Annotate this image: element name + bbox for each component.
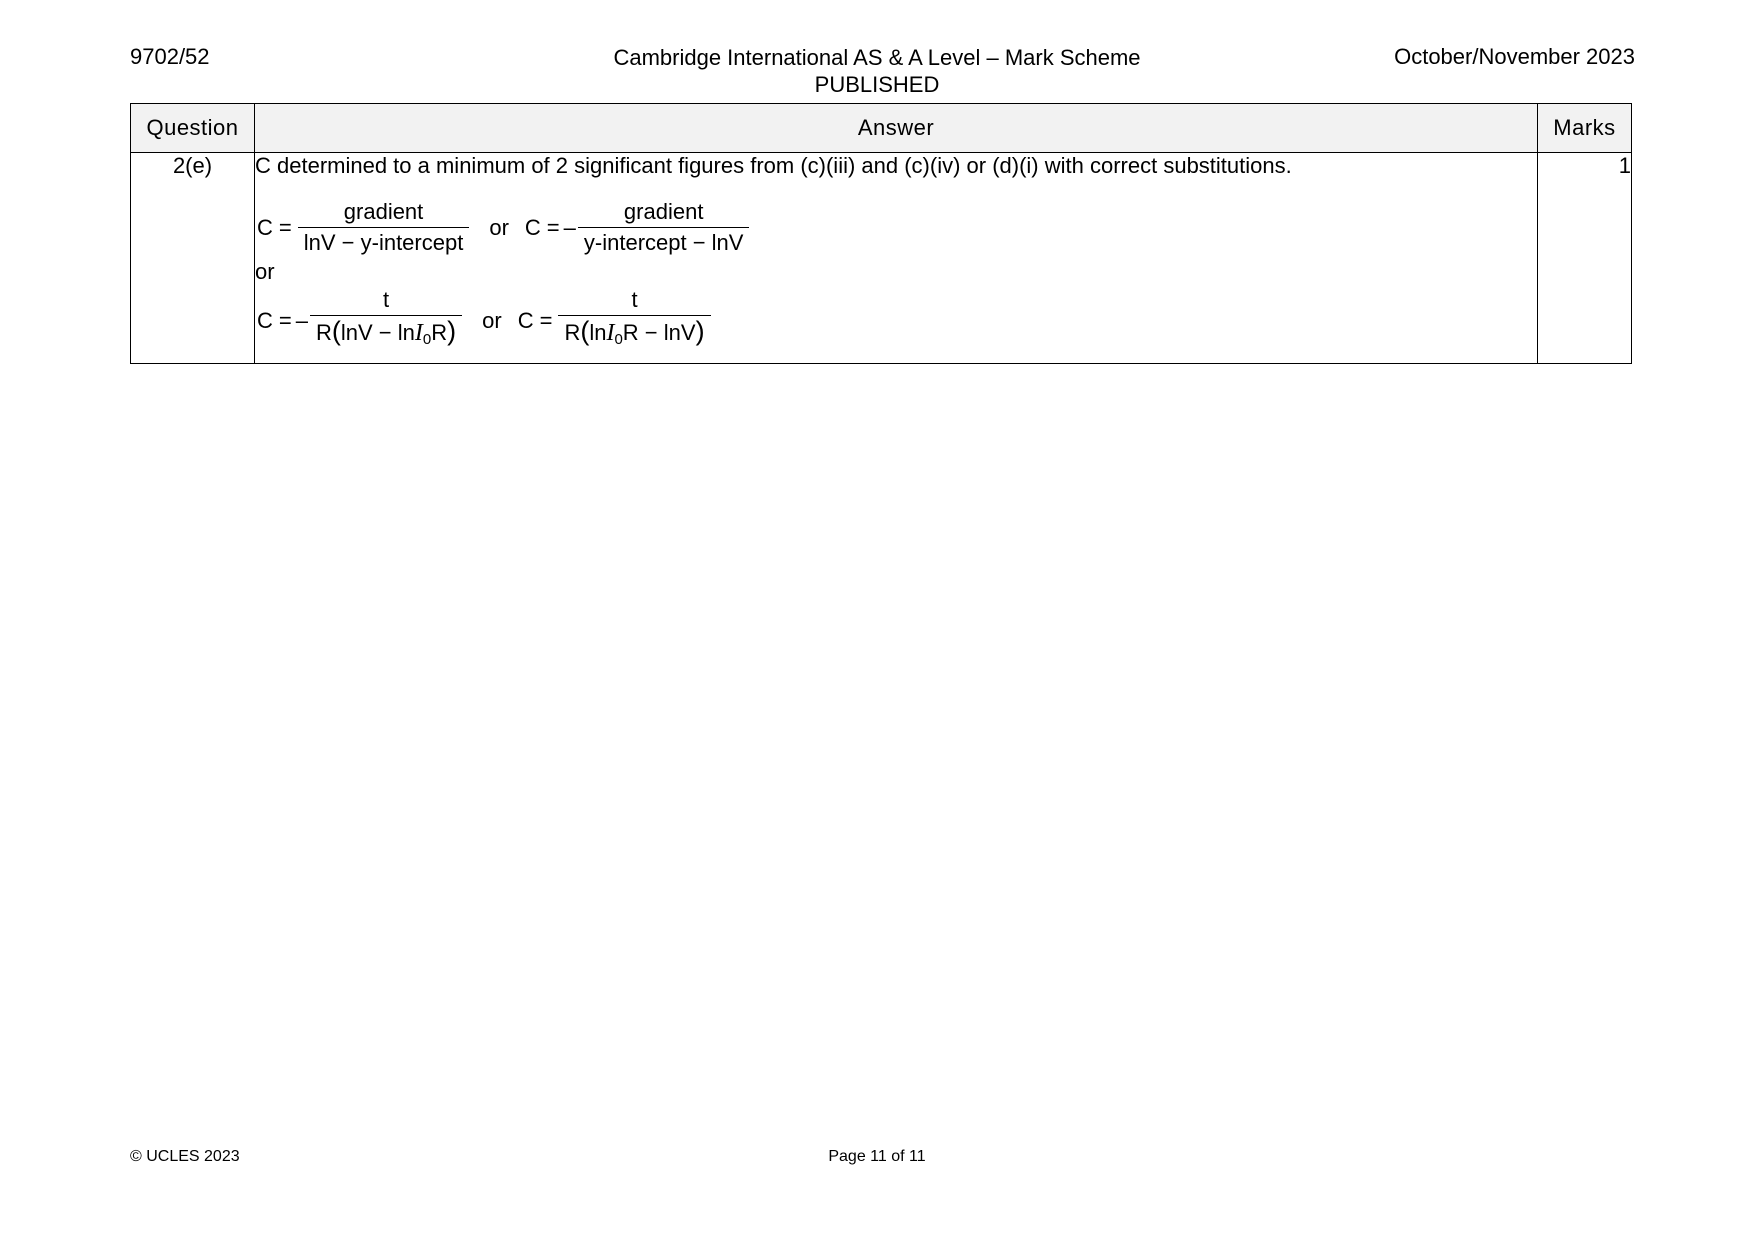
equals-sign: = (278, 215, 292, 240)
formula-fraction-4 (558, 287, 710, 354)
fraction-denominator: y-intercept − lnV (578, 227, 750, 257)
current-symbol: I (606, 320, 615, 346)
close-paren: ) (695, 316, 705, 346)
denominator-part: lnV − ln (340, 320, 415, 345)
marks-value: 1 (1538, 153, 1632, 364)
current-symbol: I (414, 320, 423, 346)
fraction-numerator: gradient (623, 199, 704, 224)
subscript: 0 (422, 331, 432, 348)
question-number: 2(e) (131, 153, 255, 364)
formula-fraction-1 (298, 199, 470, 257)
open-paren: ( (580, 316, 590, 346)
equals-sign: = (278, 307, 292, 333)
table-row (131, 153, 1632, 364)
document-subtitle: PUBLISHED (814, 72, 940, 97)
header-answer: Answer (255, 104, 1538, 153)
close-paren: ) (447, 316, 457, 346)
answer-cell (255, 153, 1538, 364)
or-separator: or (255, 259, 275, 284)
formula-lhs: C (257, 215, 273, 240)
equals-sign: = (539, 307, 553, 333)
denominator-part: ln (589, 320, 607, 345)
table-header-row (131, 104, 1632, 153)
formula-line-2 (257, 287, 1537, 354)
denominator-part: R − lnV (622, 320, 696, 345)
paper-code: 9702/52 (130, 44, 210, 69)
formula-fraction-3 (310, 287, 462, 354)
formula-line-1 (257, 199, 1537, 257)
denominator-part: R (431, 320, 448, 345)
formula-lhs: C (517, 307, 534, 333)
header-question: Question (131, 104, 255, 153)
mark-scheme-table (130, 103, 1632, 364)
minus-sign: – (295, 307, 308, 333)
fraction-denominator (558, 315, 710, 354)
denominator-factor: R (316, 320, 332, 345)
fraction-denominator: lnV − y-intercept (298, 227, 470, 257)
answer-text: C determined to a minimum of 2 significant figures from (c)(iii) and (c)(iv) or (d)(i) with correct substitutions. (255, 153, 1292, 178)
or-connector: or (489, 215, 509, 240)
open-paren: ( (331, 316, 341, 346)
formula-lhs: C (524, 215, 541, 240)
formula-lhs: C (257, 307, 273, 333)
header-marks: Marks (1538, 104, 1632, 153)
exam-session: October/November 2023 (1394, 44, 1635, 69)
formula-fraction-2 (578, 199, 750, 257)
fraction-denominator (310, 315, 462, 354)
fraction-numerator: t (631, 287, 638, 312)
equals-sign: = (546, 215, 560, 240)
or-connector: or (482, 307, 502, 333)
denominator-factor: R (564, 320, 581, 345)
subscript: 0 (614, 331, 623, 348)
document-title: Cambridge International AS & A Level – Mark Scheme (613, 45, 1141, 70)
minus-sign: – (563, 215, 576, 240)
fraction-numerator: gradient (343, 199, 424, 224)
fraction-numerator: t (383, 287, 390, 312)
copyright: © UCLES 2023 (130, 1148, 240, 1165)
page-number: Page 11 of 11 (828, 1148, 926, 1165)
